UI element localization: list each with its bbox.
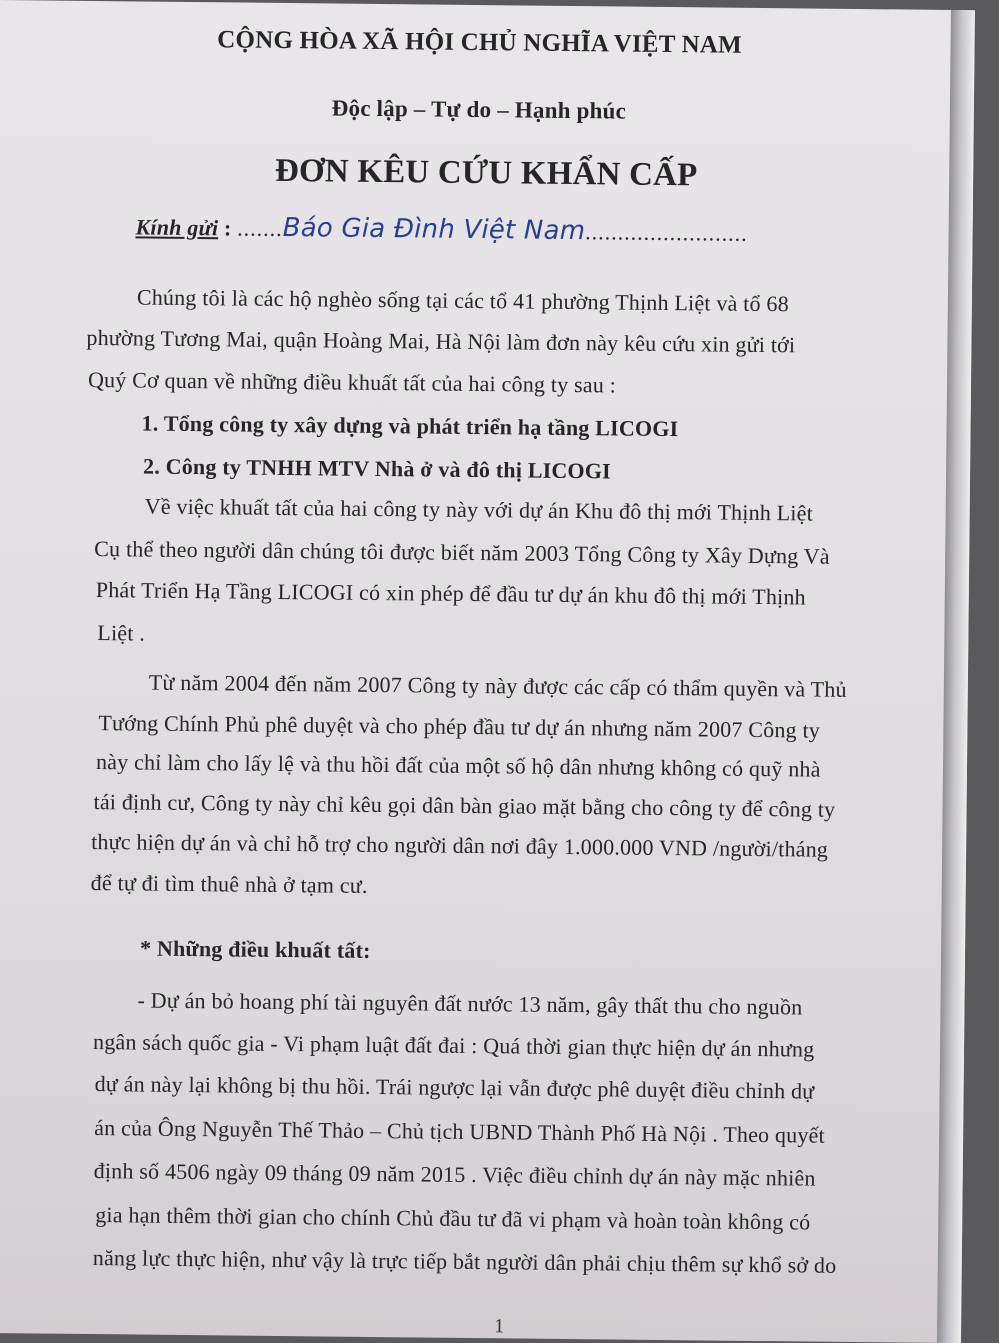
body-line: định số 4506 ngày 09 tháng 09 năm 2015 . Việc điều chỉnh dự án này mặc nhiên: [93, 1158, 816, 1191]
body-line: gia hạn thêm thời gian cho chính Chủ đầu tư đã vi phạm và hoàn toàn không có: [95, 1202, 811, 1235]
recipient-colon: :: [218, 215, 238, 241]
section-heading: * Những điều khuất tất:: [139, 935, 371, 963]
body-line: ngân sách quốc gia - Vi phạm luật đất đai : Quá thời gian thực hiện dự án nhưng: [92, 1029, 815, 1062]
recipient-line: [135, 211, 747, 247]
body-line: thực hiện dự án và chỉ hỗ trợ cho người dân nơi đây 1.000.000 VND /người/tháng: [91, 829, 829, 862]
country-heading: CỘNG HÒA XÃ HỘI CHỦ NGHĨA VIỆT NAM: [217, 26, 743, 59]
body-line: để tự đi tìm thuê nhà ở tạm cư.: [90, 869, 368, 898]
body-line: Về việc khuất tất của hai công ty này với dự án Khu đô thị mới Thịnh Liệt: [144, 493, 814, 526]
body-line: phường Tương Mai, quận Hoàng Mai, Hà Nội làm đơn này kêu cứu xin gửi tới: [86, 324, 796, 358]
body-line: Từ năm 2004 đến năm 2007 Công ty này được các cấp có thẩm quyền và Thủ: [148, 669, 847, 702]
body-line: án của Ông Nguyễn Thế Thảo – Chủ tịch UBND Thành Phố Hà Nội . Theo quyết: [94, 1115, 826, 1148]
page-number: 1: [494, 1315, 505, 1338]
recipient-label: Kính gửi: [135, 214, 219, 241]
recipient-dots-before: .......: [237, 215, 283, 241]
recipient-dots-after: .........................: [585, 219, 748, 246]
body-line: Phát Triển Hạ Tầng LICOGI có xin phép để đầu tư dự án khu đô thị mới Thịnh: [95, 577, 806, 610]
body-line: dự án này lại không bị thu hồi. Trái ngược lại vẫn được phê duyệt điều chỉnh dự: [94, 1071, 815, 1104]
document-title: ĐƠN KÊU CỨU KHẨN CẤP: [274, 152, 698, 194]
body-line: Liệt .: [97, 620, 146, 646]
body-line: này chỉ làm cho lấy lệ và thu hồi đất của một số hộ dân nhưng không có quỹ nhà: [95, 749, 821, 782]
body-line: Cụ thể theo người dân chúng tôi được biết năm 2003 Tổng Công ty Xây Dựng Và: [94, 536, 830, 569]
company-item-2: 2. Công ty TNHH MTV Nhà ở và đô thị LICOGI: [142, 453, 612, 484]
body-line: - Dự án bỏ hoang phí tài nguyên đất nước 13 năm, gây thất thu cho nguồn: [137, 987, 803, 1020]
body-line: năng lực thực hiện, như vậy là trực tiếp bắt người dân phải chịu thêm sự khổ sở do: [92, 1245, 837, 1278]
body-line: Quý Cơ quan về những điều khuất tất của hai công ty sau :: [87, 366, 617, 398]
body-line: Chúng tôi là các hộ nghèo sống tại các tổ 41 phường Thịnh Liệt và tổ 68: [136, 284, 790, 317]
recipient-handwritten: Báo Gia Đình Việt Nam: [282, 212, 586, 247]
body-line: Tướng Chính Phủ phê duyệt và cho phép đầu tư dự án nhưng năm 2007 Công ty: [98, 710, 821, 743]
page-edge-shadow: [937, 10, 975, 1343]
body-line: tái định cư, Công ty này chỉ kêu gọi dân bàn giao mặt bằng cho công ty để công ty: [93, 789, 836, 822]
company-item-1: 1. Tổng công ty xây dựng và phát triển hạ tầng LICOGI: [141, 410, 679, 442]
motto: Độc lập – Tự do – Hạnh phúc: [331, 95, 627, 124]
